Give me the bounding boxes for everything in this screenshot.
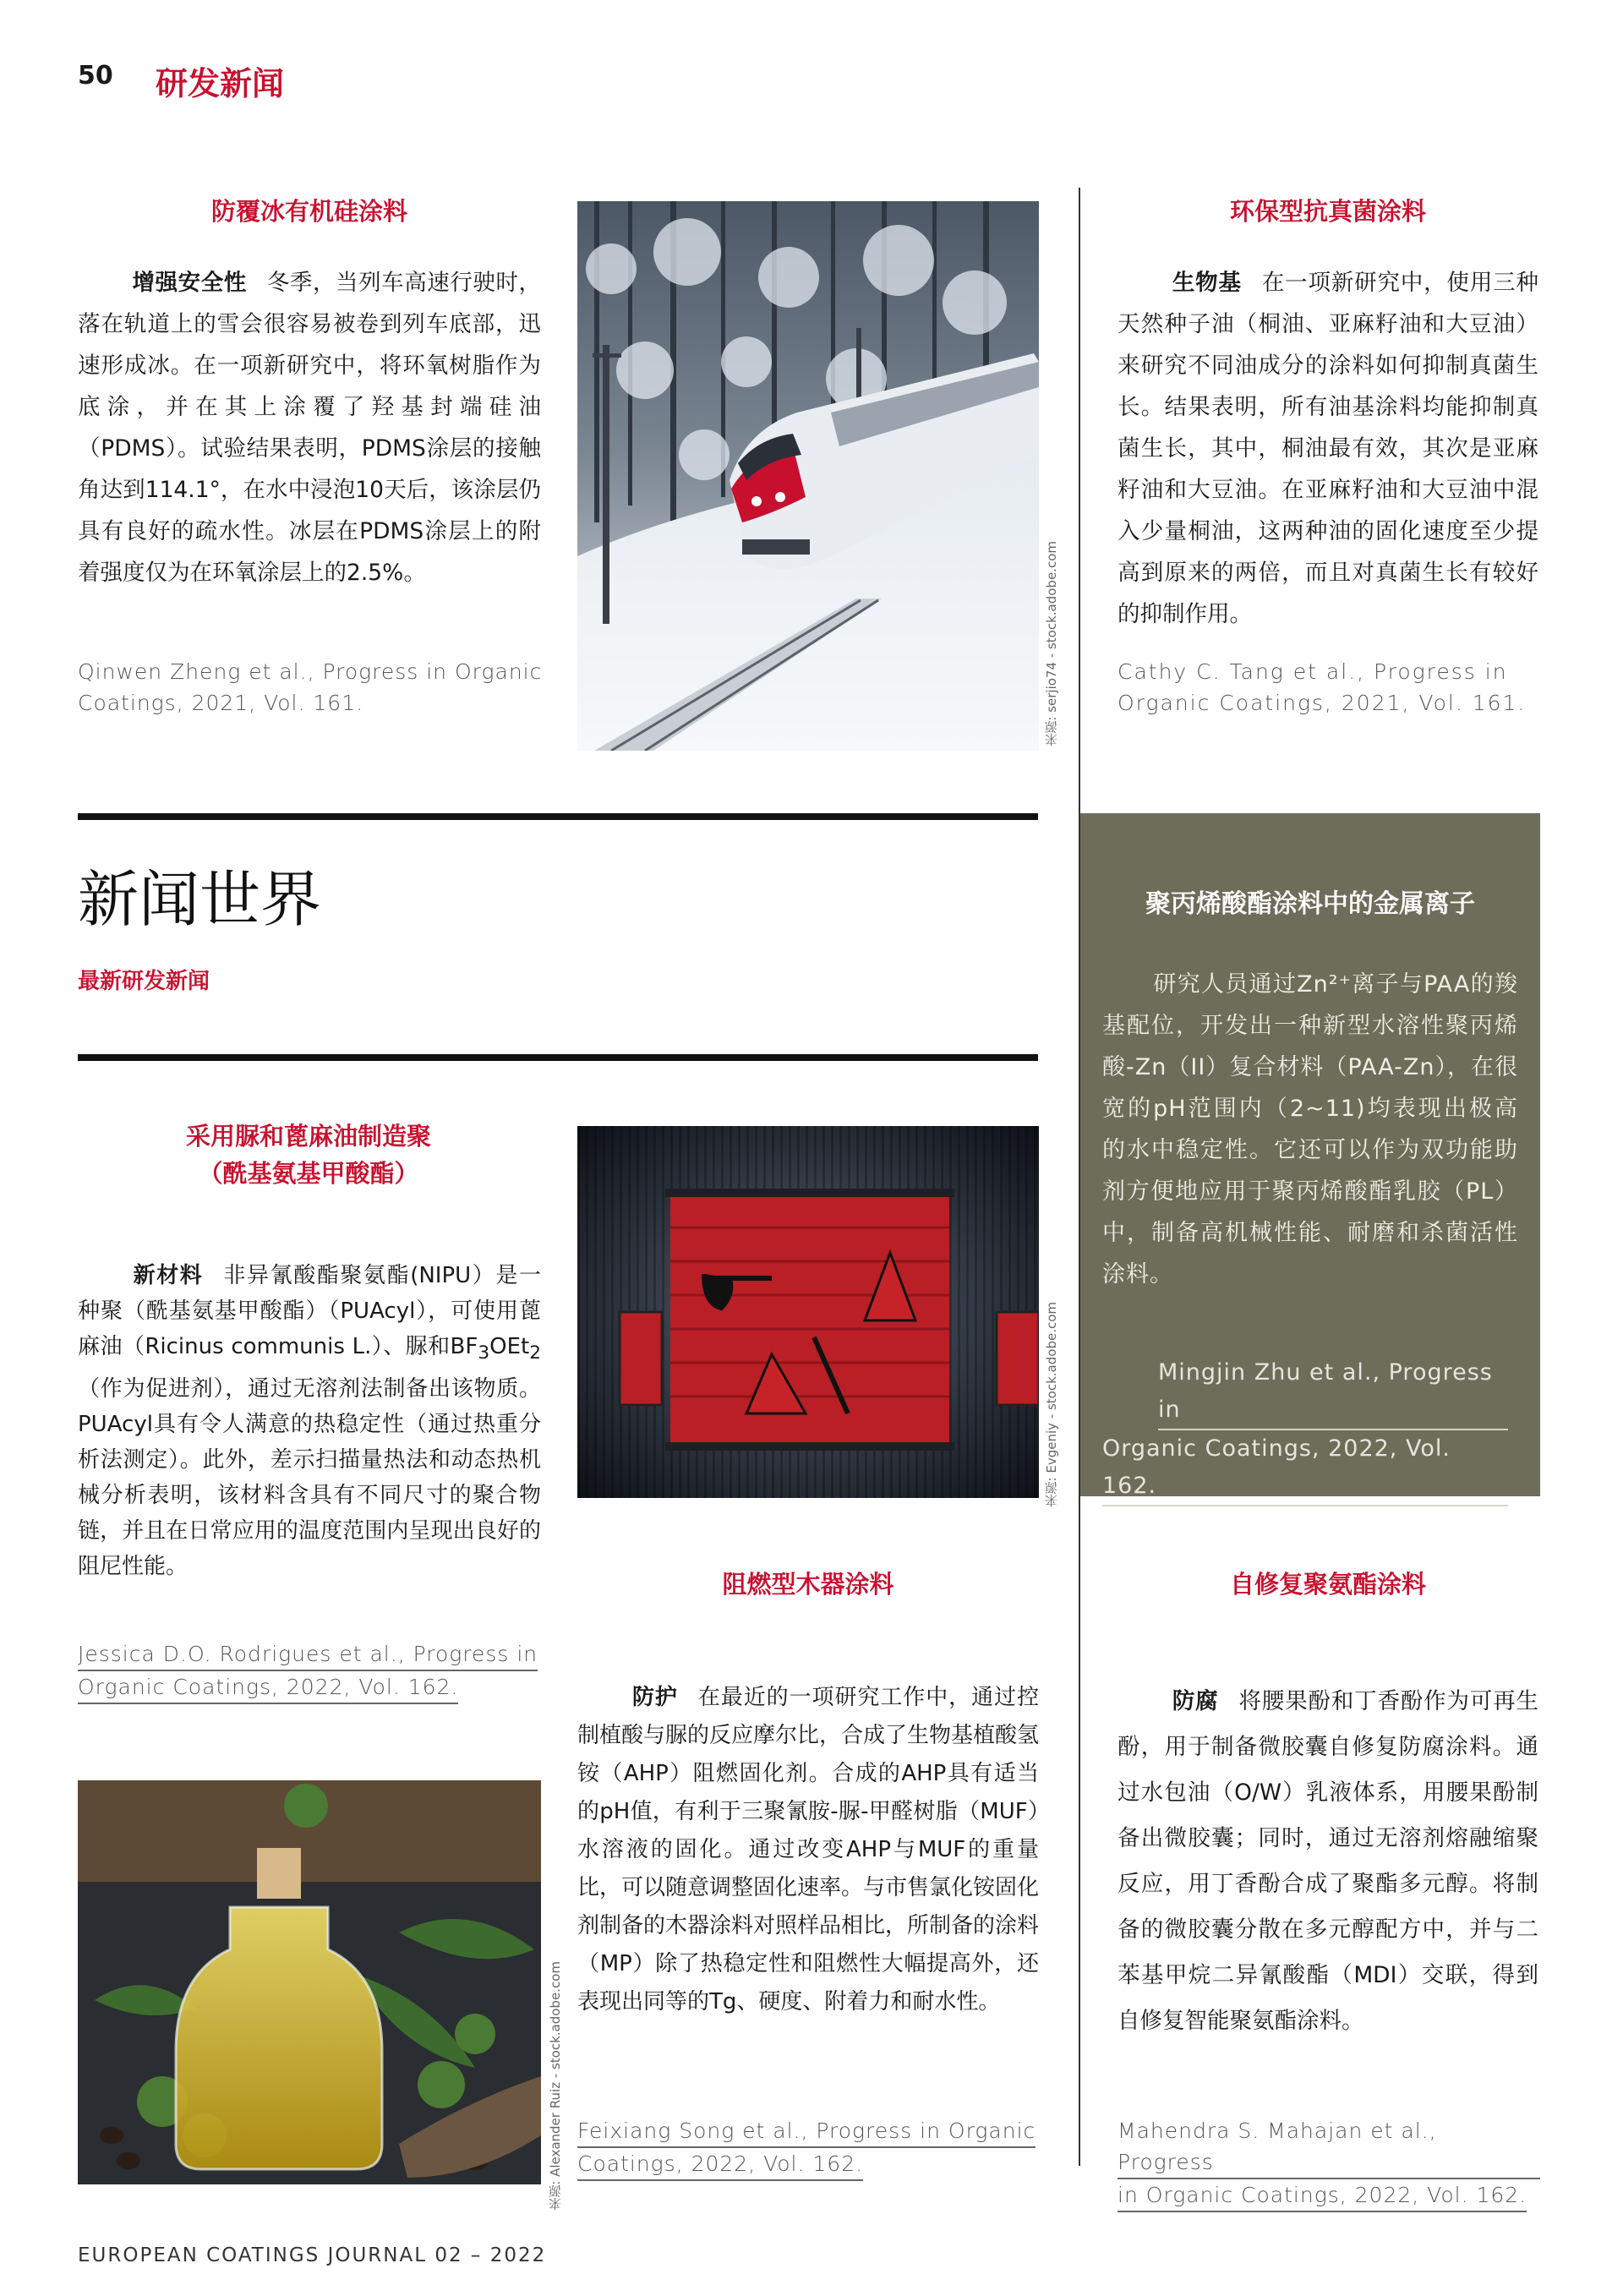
page-number: 50 [78, 61, 113, 90]
citation-anti-icing: Qinwen Zheng et al., Progress in Organic Coatings, 2021, Vol. 161. [78, 659, 543, 715]
section-divider-bottom [78, 1054, 1038, 1061]
fire-equipment-image [577, 1126, 1039, 1498]
news-world-title: 新闻世界 [78, 864, 322, 935]
image-credit-train: 来源: serjio74 - stock.adobe.com [1044, 541, 1059, 746]
article-title-antifungal: 环保型抗真菌涂料 [1229, 197, 1426, 226]
article-title-self-healing: 自修复聚氨酯涂料 [1229, 1570, 1426, 1599]
journal-footer: EUROPEAN COATINGS JOURNAL 02 – 2022 [78, 2244, 547, 2266]
article-lead: 生物基 [1172, 270, 1242, 296]
sidebar-citation: Mingjin Zhu et al., Progress in Organic Coatings, 2022, Vol. 162. [1102, 1354, 1508, 1506]
citation-fire-retardant: Feixiang Song et al., Progress in Organic Coatings, 2022, Vol. 162. [577, 2115, 1051, 2181]
article-title-polyacylurethane: 采用脲和蓖麻油制造聚 （酰基氨基甲酸酯） [185, 1122, 431, 1188]
sidebar-title: 聚丙烯酸酯涂料中的金属离子 [1145, 889, 1475, 919]
sidebar-body: 研究人员通过Zn²⁺离子与PAA的羧基配位，开发出一种新型水溶性聚丙烯酸-Zn（II）复合材料（PAA-Zn），在很宽的pH范围内（2~11)均表现出极高的水中稳定性。它还可以作为双功能助剂方便地应用于聚丙烯酸酯乳胶（PL）中，制备高机械性能、耐磨和杀菌活性涂料。 [1102, 971, 1518, 1287]
citation-polyacylurethane: Jessica D.O. Rodrigues et al., Progress in Organic Coatings, 2022, Vol. 162. [78, 1638, 568, 1704]
article-body-anti-icing: 增强安全性 冬季，当列车高速行驶时，落在轨道上的雪会很容易被卷到列车底部，迅速形成冰。在一项新研究中，将环氧树脂作为底涂，并在其上涂覆了羟基封端硅油（PDMS）。试验结果表明，PDMS涂层的接触角达到114.1°，在水中浸泡10天后，该涂层仍具有良好的疏水性。冰层在PDMS涂层上的附着强度仅为在环氧涂层上的2.5%。 [78, 270, 542, 586]
article-lead: 新材料 [132, 1263, 204, 1288]
image-credit-fire: 来源: Evgeniy - stock.adobe.com [1044, 1302, 1059, 1507]
train-image [577, 201, 1039, 751]
article-body-self-healing: 防腐 将腰果酚和丁香酚作为可再生酚，用于制备微胶囊自修复防腐涂料。通过水包油（O/W）乳液体系，用腰果酚制备出微胶囊；同时，通过无溶剂熔融缩聚反应，用丁香酚合成了聚酯多元醇。将制备的微胶囊分散在多元醇配方中，并与二苯基甲烷二异氰酸酯（MDI）交联，得到自修复智能聚氨酯涂料。 [1118, 1688, 1538, 2034]
article-body-polyacylurethane: 新材料 非异氰酸酯聚氨酯(NIPU）是一种聚（酰基氨基甲酸酯）（PUAcyl），可使用蓖麻油（Ricinus communis L.）、脲和$BF_3OEt_2$（作为促进剂），通过无溶剂法制备出该物质。PUAcyl具有令人满意的热稳定性（通过热重分析法测定）。此外，差示扫描量热法和动态热机械分析表明，该材料含具有不同尺寸的聚合物链，并且在日常应用的温度范围内呈现出良好的阻尼性能。 [78, 1263, 541, 1580]
image-credit-oil: 来源: Alexander Ruiz - stock.adobe.com [548, 1961, 563, 2211]
castor-oil-image [78, 1780, 541, 2184]
section-title: 研发新闻 [156, 65, 285, 102]
section-divider-top [78, 813, 1038, 820]
citation-antifungal: Cathy C. Tang et al., Progress in Organic Coatings, 2021, Vol. 161. [1118, 659, 1527, 715]
article-title-fire-retardant: 阻燃型木器涂料 [722, 1570, 894, 1599]
article-lead: 防腐 [1172, 1688, 1219, 1714]
sidebar-box-metal-ions [1080, 813, 1540, 1499]
article-body-antifungal: 生物基 在一项新研究中，使用三种天然种子油（桐油、亚麻籽油和大豆油）来研究不同油成分的涂料如何抑制真菌生长。结果表明，所有油基涂料均能抑制真菌生长，其中，桐油最有效，其次是亚麻籽油和大豆油。在亚麻籽油和大豆油中混入少量桐油，这两种油的固化速度至少提高到原来的两倍，而且对真菌生长有较好的抑制作用。 [1118, 270, 1539, 627]
article-lead: 防护 [631, 1685, 678, 1710]
article-lead: 增强安全性 [132, 270, 247, 296]
article-body-fire-retardant: 防护 在最近的一项研究工作中，通过控制植酸与脲的反应摩尔比，合成了生物基植酸氢铵（AHP）阻燃固化剂。合成的AHP具有适当的pH值，有利于三聚氰胺-脲-甲醛树脂（MUF）水溶液的固化。通过改变AHP与MUF的重量比，可以随意调整固化速率。与市售氯化铵固化剂制备的木器涂料对照样品相比，所制备的涂料（MP）除了热稳定性和阻燃性大幅提高外，还表现出同等的Tg、硬度、附着力和耐水性。 [577, 1685, 1040, 2014]
citation-self-healing: Mahendra S. Mahajan et al., Progress in Organic Coatings, 2022, Vol. 162. [1118, 2115, 1540, 2212]
news-world-subtitle: 最新研发新闻 [78, 969, 210, 994]
article-title-anti-icing: 防覆冰有机硅涂料 [210, 197, 407, 226]
